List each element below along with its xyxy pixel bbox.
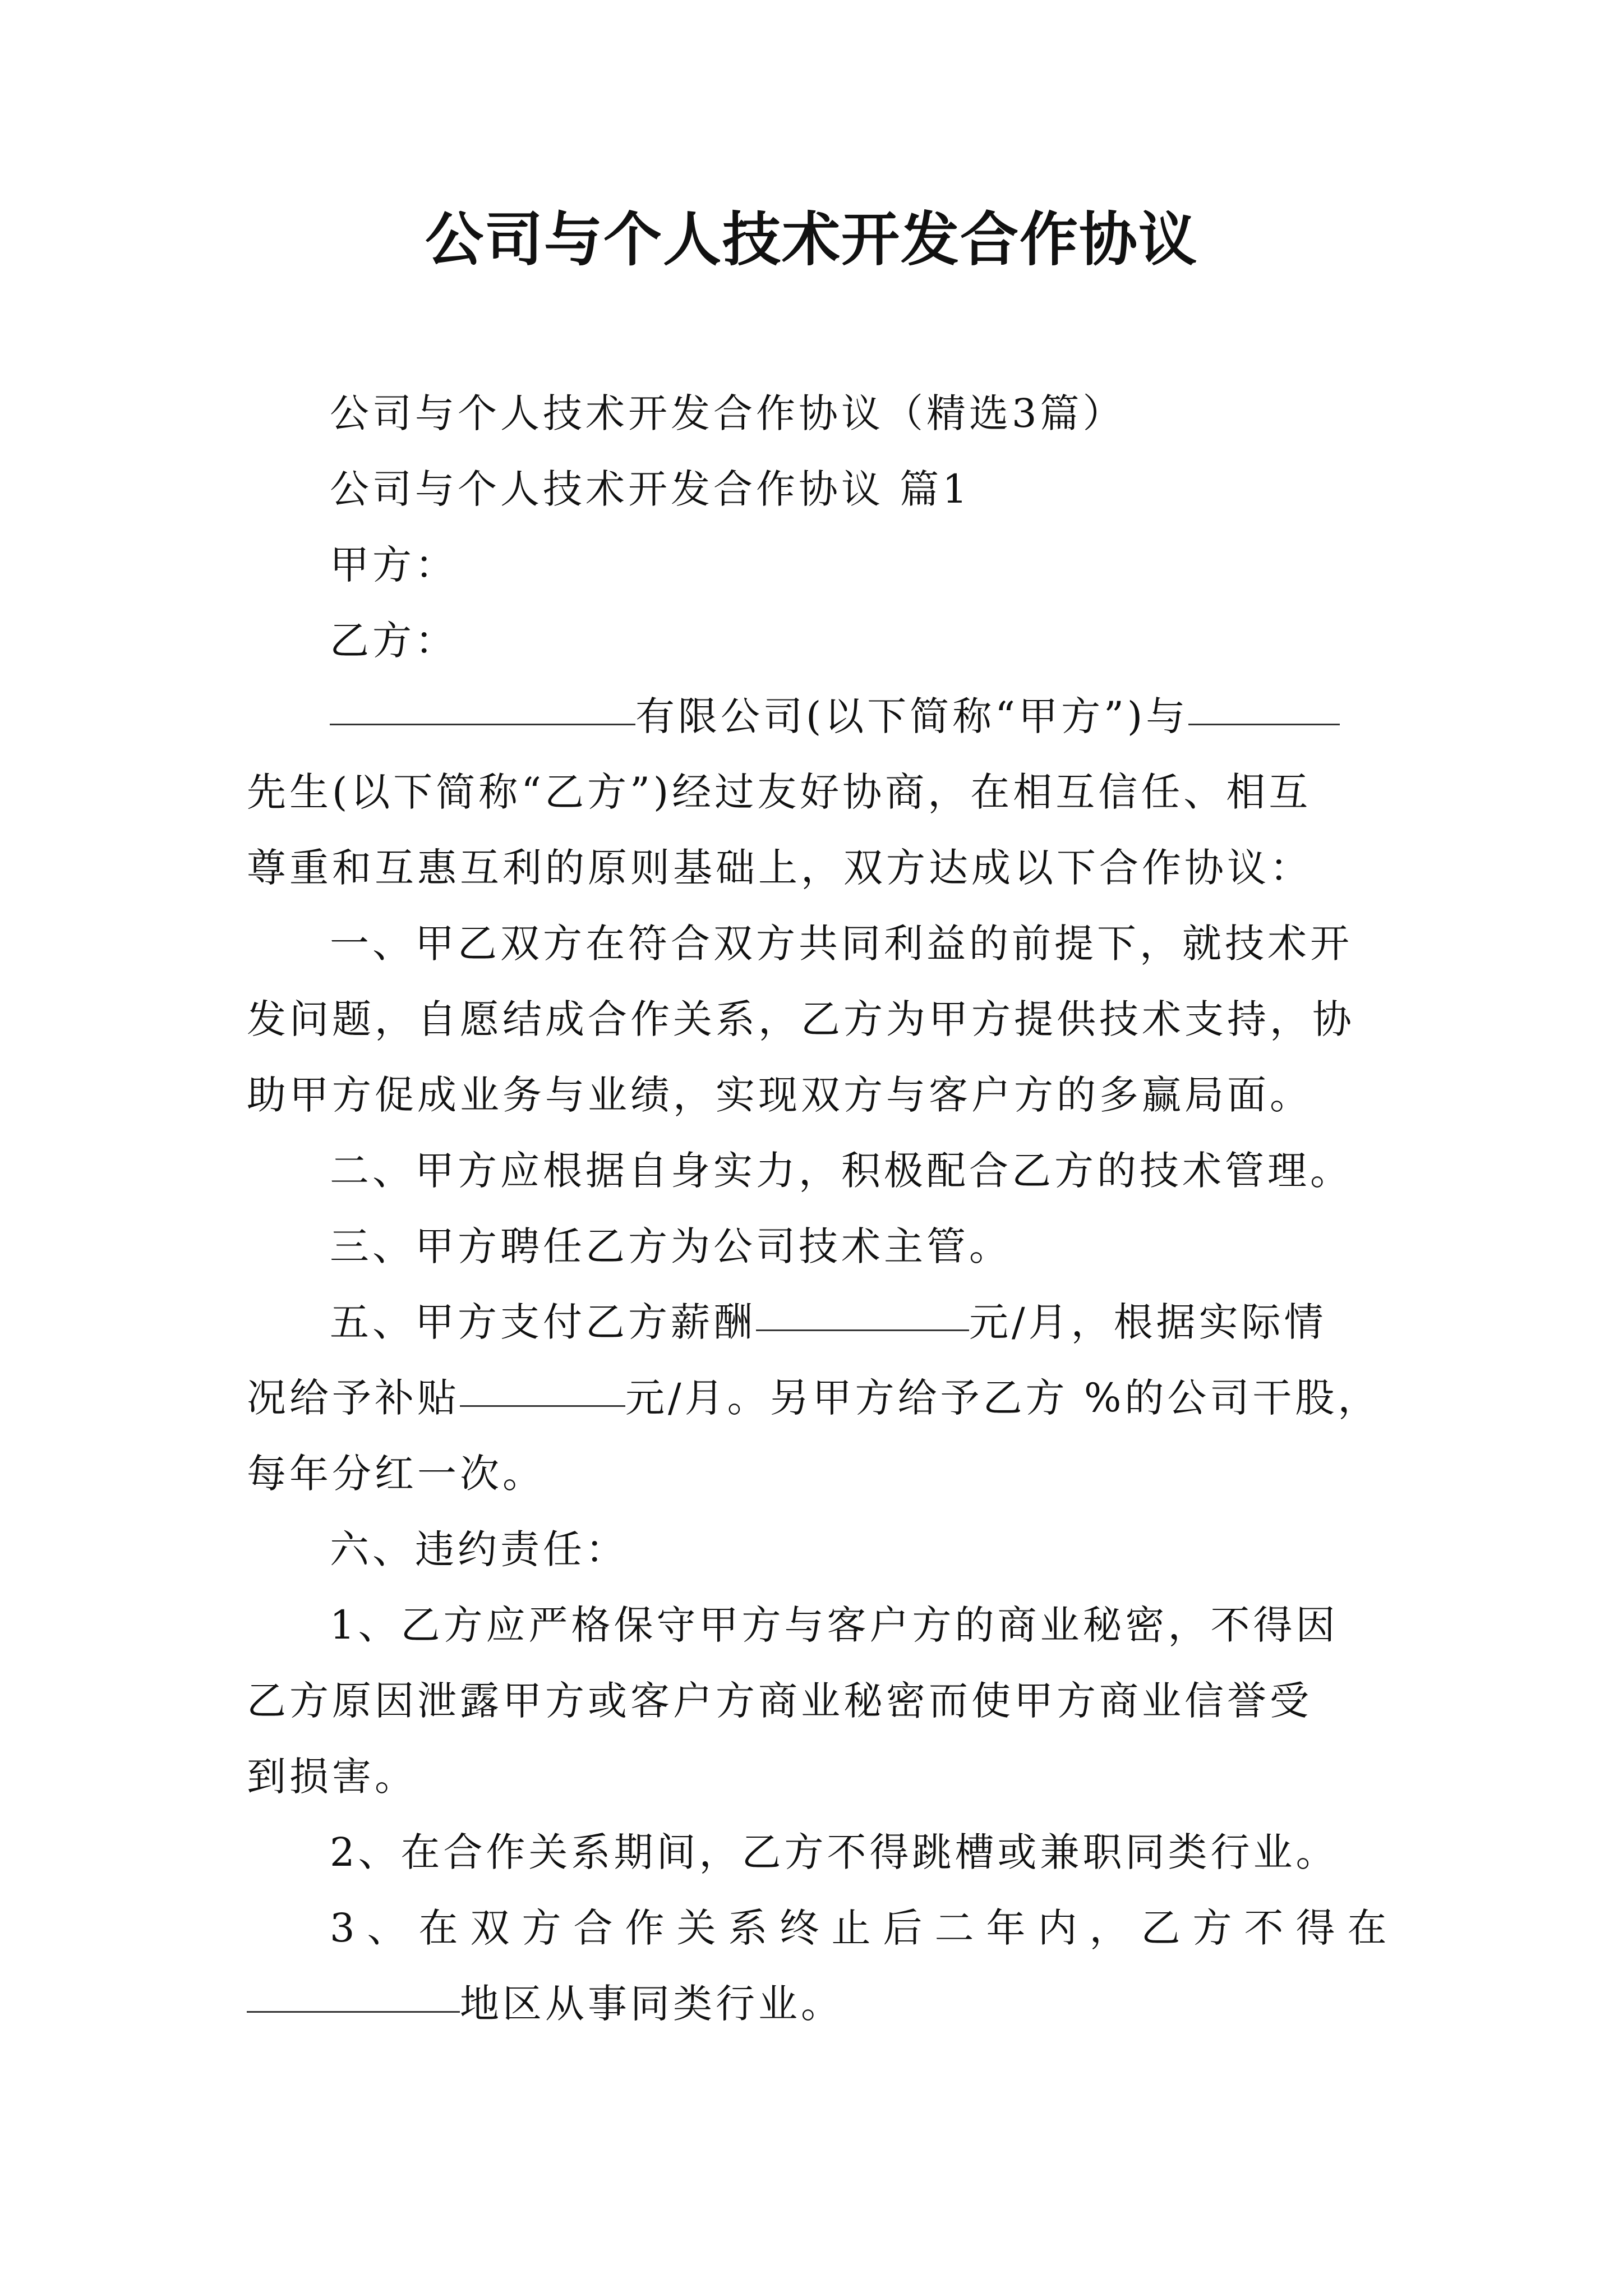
party-a-label: 甲方： [330, 542, 458, 588]
item-3-line-2 [247, 1966, 1396, 2042]
region-blank [247, 1968, 460, 2013]
item-2: 2、在合作关系期间，乙方不得跳槽或兼职同类行业。 [330, 1829, 1339, 1875]
clause-5-text-3: 况给予补贴 [247, 1375, 460, 1421]
clause-1-line-2: 发问题，自愿结成合作关系，乙方为甲方提供技术支持，协 [247, 996, 1355, 1042]
document-title: 公司与个人技术开发合作协议 [425, 205, 1198, 274]
item-3-line-1: 3、在双方合作关系终止后二年内，乙方不得在 [330, 1905, 1399, 1951]
item-3-text-2: 地区从事同类行业。 [460, 1981, 843, 2027]
item-1-line-3: 到损害。 [247, 1754, 417, 1800]
person-name-blank [1188, 681, 1340, 725]
clause-5-line-2 [247, 1360, 1396, 1436]
clause-5-line-1 [247, 1285, 1396, 1360]
clause-5-text-2: 元/月，根据实际情 [969, 1299, 1327, 1345]
clause-5-text-4: 元/月。另甲方给予乙方 %的公司干股， [625, 1375, 1381, 1421]
clause-1-line-1: 一、甲乙双方在符合双方共同利益的前提下，就技术开 [330, 921, 1353, 967]
clause-1-line-3: 助甲方促成业务与业绩，实现双方与客户方的多赢局面。 [247, 1072, 1312, 1118]
section-heading: 公司与个人技术开发合作协议 篇1 [330, 466, 971, 512]
intro-line-3: 尊重和互惠互利的原则基础上，双方达成以下合作协议： [247, 845, 1312, 891]
document-body [247, 376, 1399, 2042]
item-1-line-2: 乙方原因泄露甲方或客户方商业秘密而使甲方商业信誉受 [247, 1678, 1312, 1724]
party-b-label: 乙方： [330, 618, 458, 664]
salary-blank [756, 1287, 969, 1331]
company-name-blank [330, 681, 635, 725]
clause-2: 二、甲方应根据自身实力，积极配合乙方的技术管理。 [330, 1148, 1353, 1194]
clause-6-heading: 六、违约责任： [330, 1526, 628, 1572]
clause-3: 三、甲方聘任乙方为公司技术主管。 [330, 1223, 1012, 1269]
intro-line-2: 先生(以下简称“乙方”)经过友好协商，在相互信任、相互 [247, 769, 1312, 815]
subsidy-blank [460, 1363, 625, 1407]
subtitle: 公司与个人技术开发合作协议（精选3篇） [330, 390, 1126, 436]
clause-5-text-1: 五、甲方支付乙方薪酬 [330, 1299, 756, 1345]
intro-line-1 [247, 679, 1396, 754]
clause-5-line-3: 每年分红一次。 [247, 1451, 545, 1497]
intro-text-1: 有限公司(以下简称“甲方”)与 [635, 693, 1189, 739]
item-1-line-1: 1、乙方应严格保守甲方与客户方的商业秘密，不得因 [330, 1602, 1339, 1648]
